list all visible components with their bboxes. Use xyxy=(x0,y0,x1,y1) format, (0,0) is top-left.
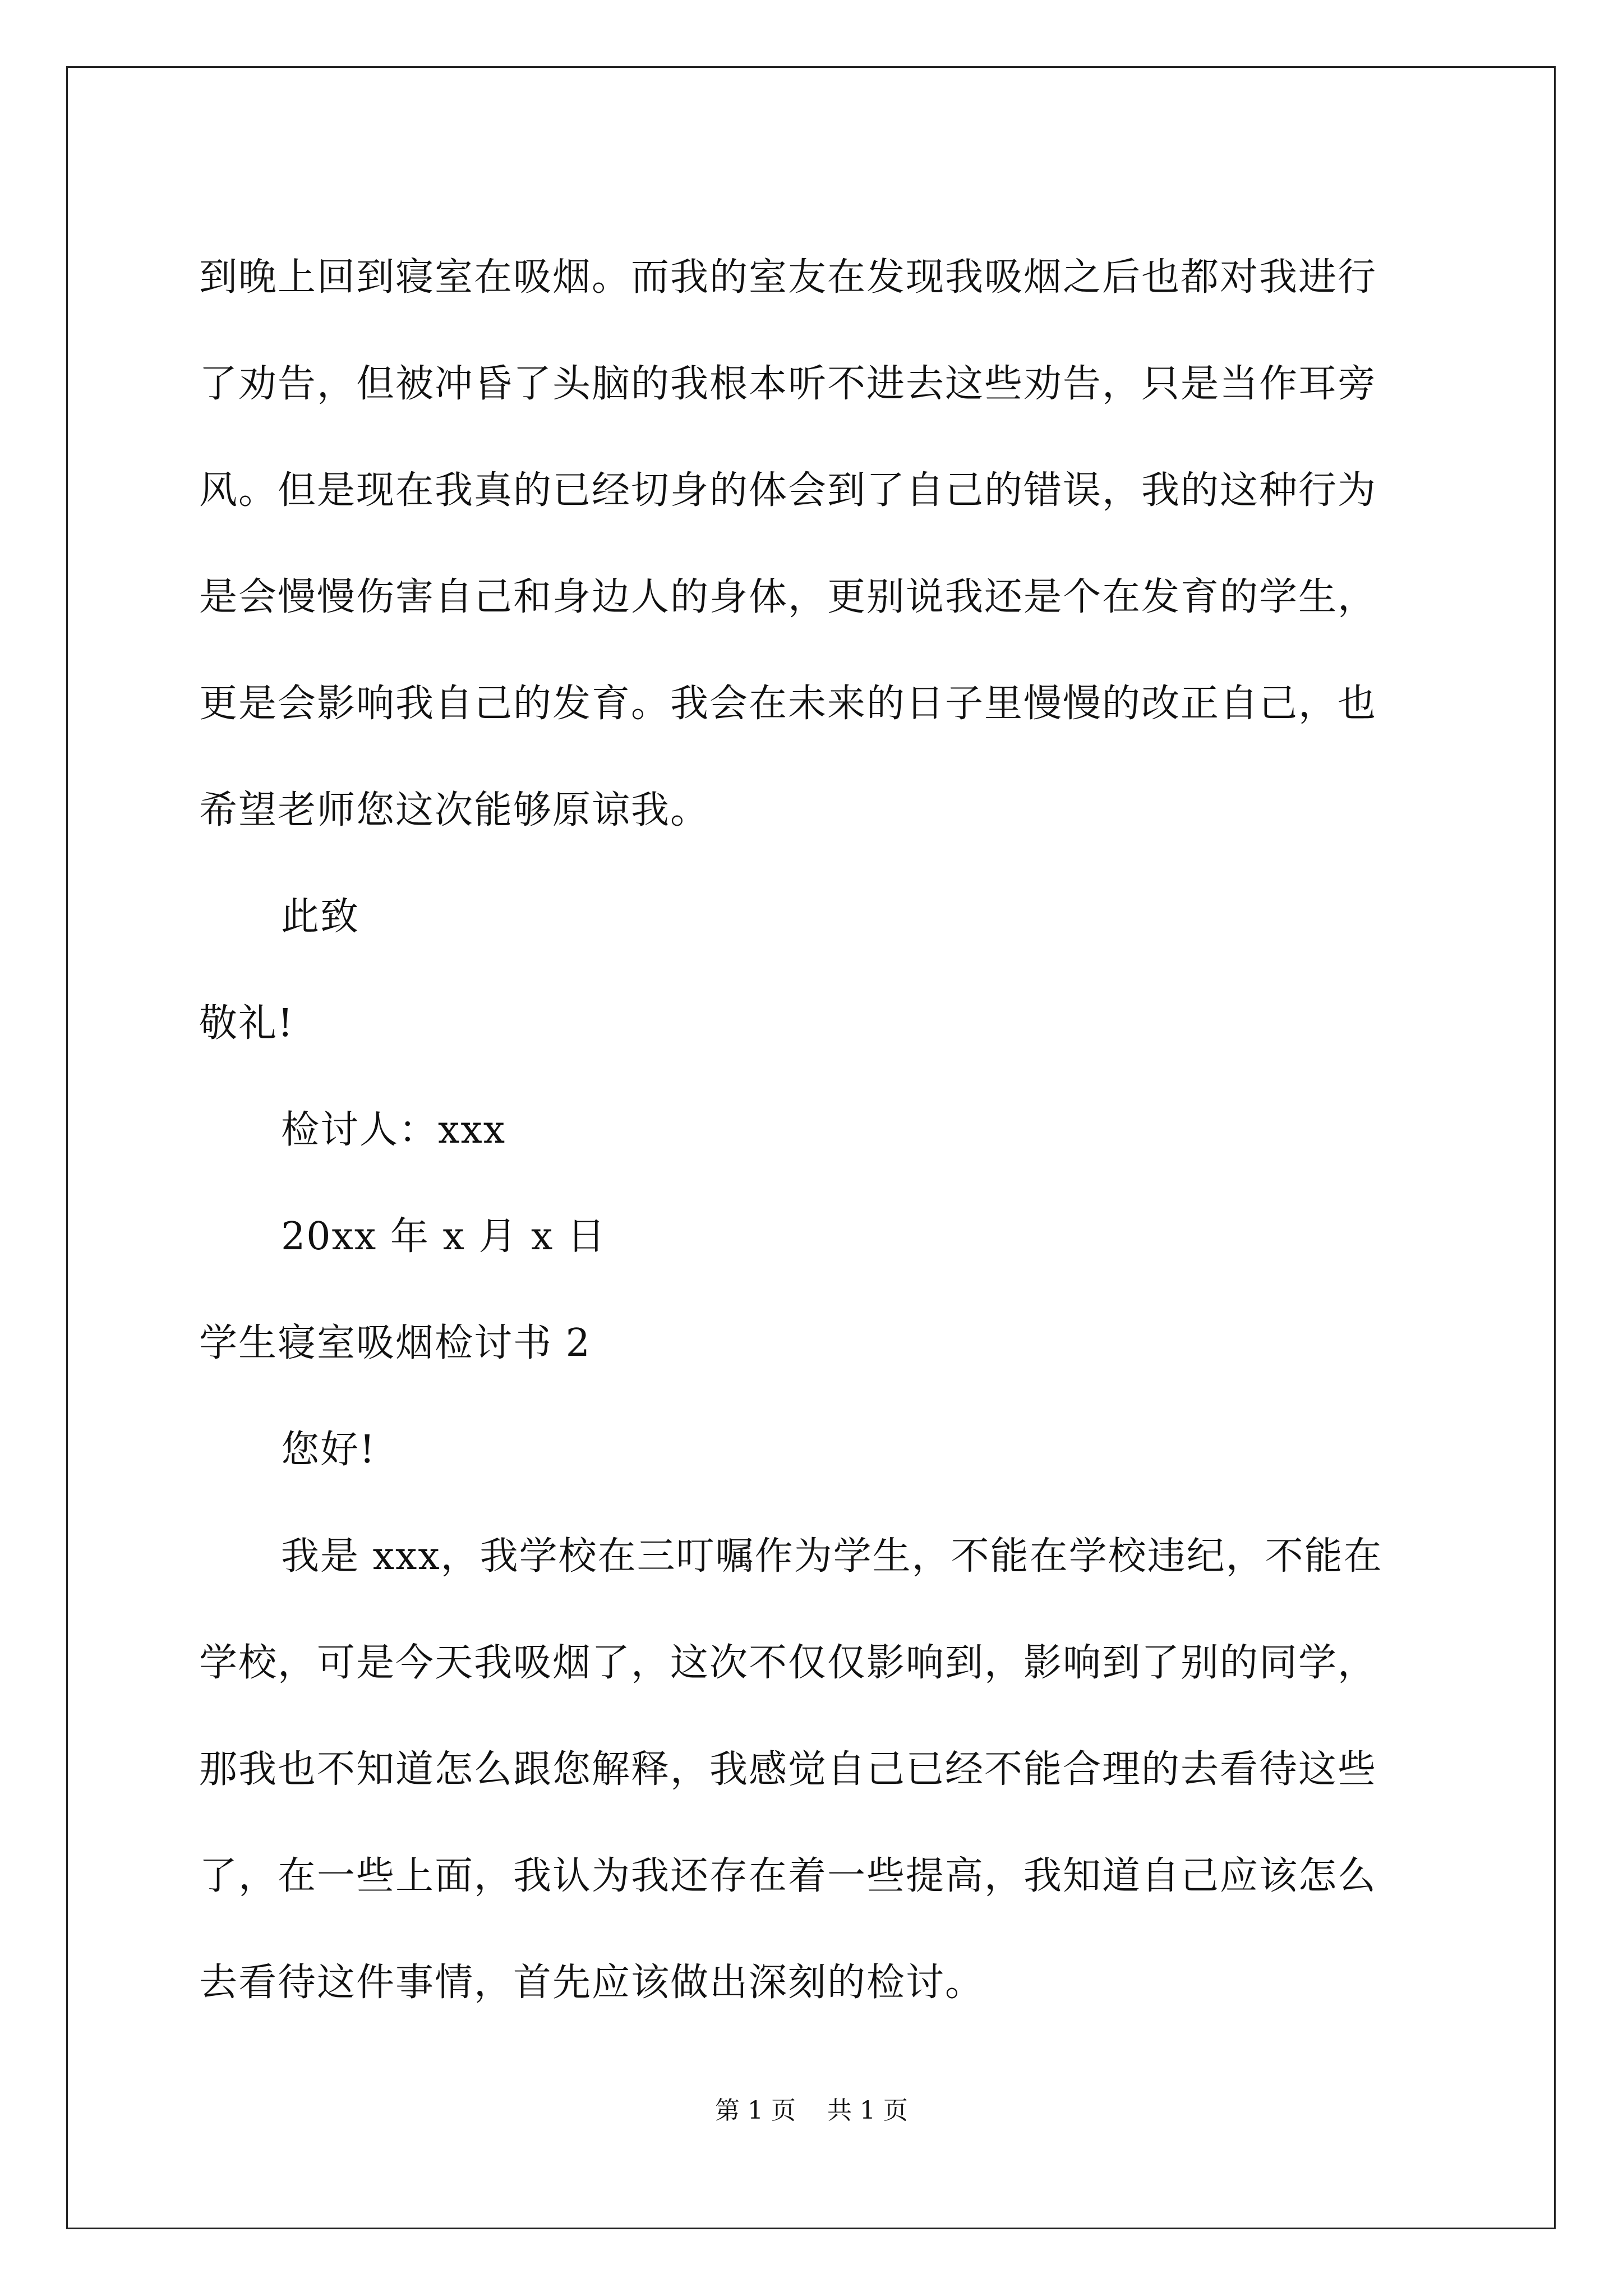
text-line: 我是 xxx，我学校在三叮嘱作为学生，不能在学校违纪，不能在 xyxy=(281,1534,1383,1579)
date-text: 20xx 年 x 月 x 日 xyxy=(281,1214,607,1259)
text-line: 那我也不知道怎么跟您解释，我感觉自己已经不能合理的去看待这些 xyxy=(199,1747,1377,1792)
text-line: 了劝告，但被冲昏了头脑的我根本听不进去这些劝告，只是当作耳旁 xyxy=(199,362,1377,406)
text-line: 是会慢慢伤害自己和身边人的身体，更别说我还是个在发育的学生， xyxy=(199,575,1377,619)
signer-text: 检讨人：xxx xyxy=(281,1108,506,1152)
section-title: 学生寝室吸烟检讨书 2 xyxy=(199,1321,591,1365)
greeting-text: 您好! xyxy=(281,1428,376,1472)
text-line: 到晚上回到寝室在吸烟。而我的室友在发现我吸烟之后也都对我进行 xyxy=(199,255,1377,300)
document-body xyxy=(199,224,1433,2036)
page-number-footer: 第 1 页 共 1 页 xyxy=(715,2096,908,2125)
text-line: 风。但是现在我真的已经切身的体会到了自己的错误，我的这种行为 xyxy=(199,468,1377,513)
text-line: 希望老师您这次能够原谅我。 xyxy=(199,788,710,832)
text-line: 了，在一些上面，我认为我还存在着一些提高，我知道自己应该怎么 xyxy=(199,1854,1377,1898)
salute-text: 敬礼! xyxy=(199,1001,294,1046)
closing-text: 此致 xyxy=(281,895,360,939)
text-line: 学校，可是今天我吸烟了，这次不仅仅影响到，影响到了别的同学， xyxy=(199,1641,1377,1685)
text-line: 去看待这件事情，首先应该做出深刻的检讨。 xyxy=(199,1961,985,2005)
text-line: 更是会影响我自己的发育。我会在未来的日子里慢慢的改正自己，也 xyxy=(199,682,1377,726)
